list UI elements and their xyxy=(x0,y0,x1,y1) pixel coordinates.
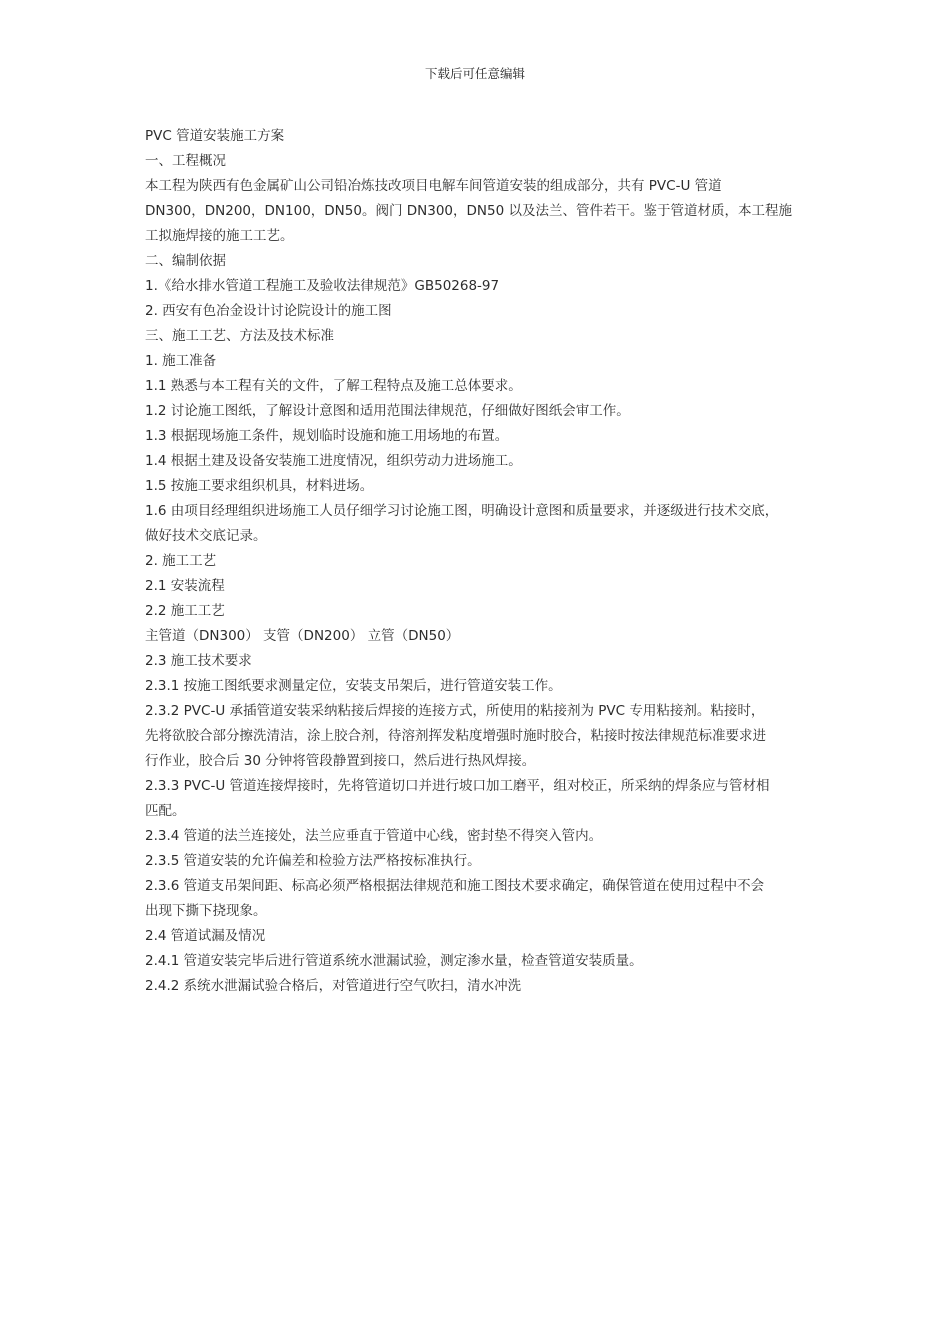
paragraph-line: DN300，DN200，DN100，DN50。阀门 DN300，DN50 以及法兰、管件若干。鉴于管道材质，本工程施 xyxy=(145,203,792,219)
paragraph-line: 2.3.3 PVC-U 管道连接焊接时，先将管道切口并进行坡口加工磨平，组对校正，所采纳的焊条应与管材相 xyxy=(145,778,770,794)
paragraph-line: 2.4.1 管道安装完毕后进行管道系统水泄漏试验，测定渗水量，检查管道安装质量。 xyxy=(145,953,643,969)
paragraph-line: 出现下撕下挠现象。 xyxy=(145,903,267,919)
document-title: PVC 管道安装施工方案 xyxy=(145,128,285,144)
paragraph-line: 1.6 由项目经理组织进场施工人员仔细学习讨论施工图，明确设计意图和质量要求，并逐级进行技术交底， xyxy=(145,503,779,519)
paragraph-line: 做好技术交底记录。 xyxy=(145,528,267,544)
section-heading: 一、工程概况 xyxy=(145,153,226,169)
paragraph-line: 工拟施焊接的施工工艺。 xyxy=(145,228,294,244)
paragraph-line: 1.2 讨论施工图纸，了解设计意图和适用范围法律规范，仔细做好图纸会审工作。 xyxy=(145,403,630,419)
paragraph-line: 先将欲胶合部分擦洗清洁，涂上胶合剂，待溶剂挥发粘度增强时施时胶合，粘接时按法律规范标准要求进 xyxy=(145,728,766,744)
paragraph-line: 2.3.4 管道的法兰连接处，法兰应垂直于管道中心线，密封垫不得突入管内。 xyxy=(145,828,603,844)
subsection-heading: 2. 施工工艺 xyxy=(145,553,217,569)
section-heading: 二、编制依据 xyxy=(145,253,226,269)
paragraph-line: 2.2 施工工艺 xyxy=(145,603,225,619)
paragraph-line: 2. 西安有色冶金设计讨论院设计的施工图 xyxy=(145,303,392,319)
paragraph-line: 2.3.5 管道安装的允许偏差和检验方法严格按标准执行。 xyxy=(145,853,481,869)
paragraph-line: 1.5 按施工要求组织机具，材料进场。 xyxy=(145,478,374,494)
paragraph-line: 2.4.2 系统水泄漏试验合格后，对管道进行空气吹扫，清水冲洗 xyxy=(145,978,522,994)
paragraph-line: 2.3.6 管道支吊架间距、标高必须严格根据法律规范和施工图技术要求确定，确保管道在使用过程中不会 xyxy=(145,878,765,894)
paragraph-line: 2.3 施工技术要求 xyxy=(145,653,252,669)
paragraph-line: 匹配。 xyxy=(145,803,186,819)
paragraph-line: 1.3 根据现场施工条件，规划临时设施和施工用场地的布置。 xyxy=(145,428,509,444)
paragraph-line: 2.3.1 按施工图纸要求测量定位，安装支吊架后，进行管道安装工作。 xyxy=(145,678,562,694)
paragraph-line: 2.1 安装流程 xyxy=(145,578,225,594)
page-header: 下载后可任意编辑 xyxy=(424,66,525,81)
paragraph-line: 1.1 熟悉与本工程有关的文件，了解工程特点及施工总体要求。 xyxy=(145,378,522,394)
paragraph-line: 2.4 管道试漏及情况 xyxy=(145,928,266,944)
document-body xyxy=(145,124,813,999)
paragraph-line: 主管道（DN300） 支管（DN200） 立管（DN50） xyxy=(145,628,460,644)
section-heading: 三、施工工艺、方法及技术标准 xyxy=(145,328,334,344)
paragraph-line: 2.3.2 PVC-U 承插管道安装采纳粘接后焊接的连接方式，所使用的粘接剂为 PVC 专用粘接剂。粘接时， xyxy=(145,703,765,719)
paragraph-line: 1.4 根据土建及设备安装施工进度情况，组织劳动力进场施工。 xyxy=(145,453,522,469)
subsection-heading: 1. 施工准备 xyxy=(145,353,217,369)
paragraph-line: 1.《给水排水管道工程施工及验收法律规范》GB50268-97 xyxy=(145,278,500,294)
paragraph-line: 本工程为陕西有色金属矿山公司铅冶炼技改项目电解车间管道安装的组成部分，共有 PVC-U 管道 xyxy=(145,178,722,194)
paragraph-line: 行作业，胶合后 30 分钟将管段静置到接口，然后进行热风焊接。 xyxy=(145,753,536,769)
